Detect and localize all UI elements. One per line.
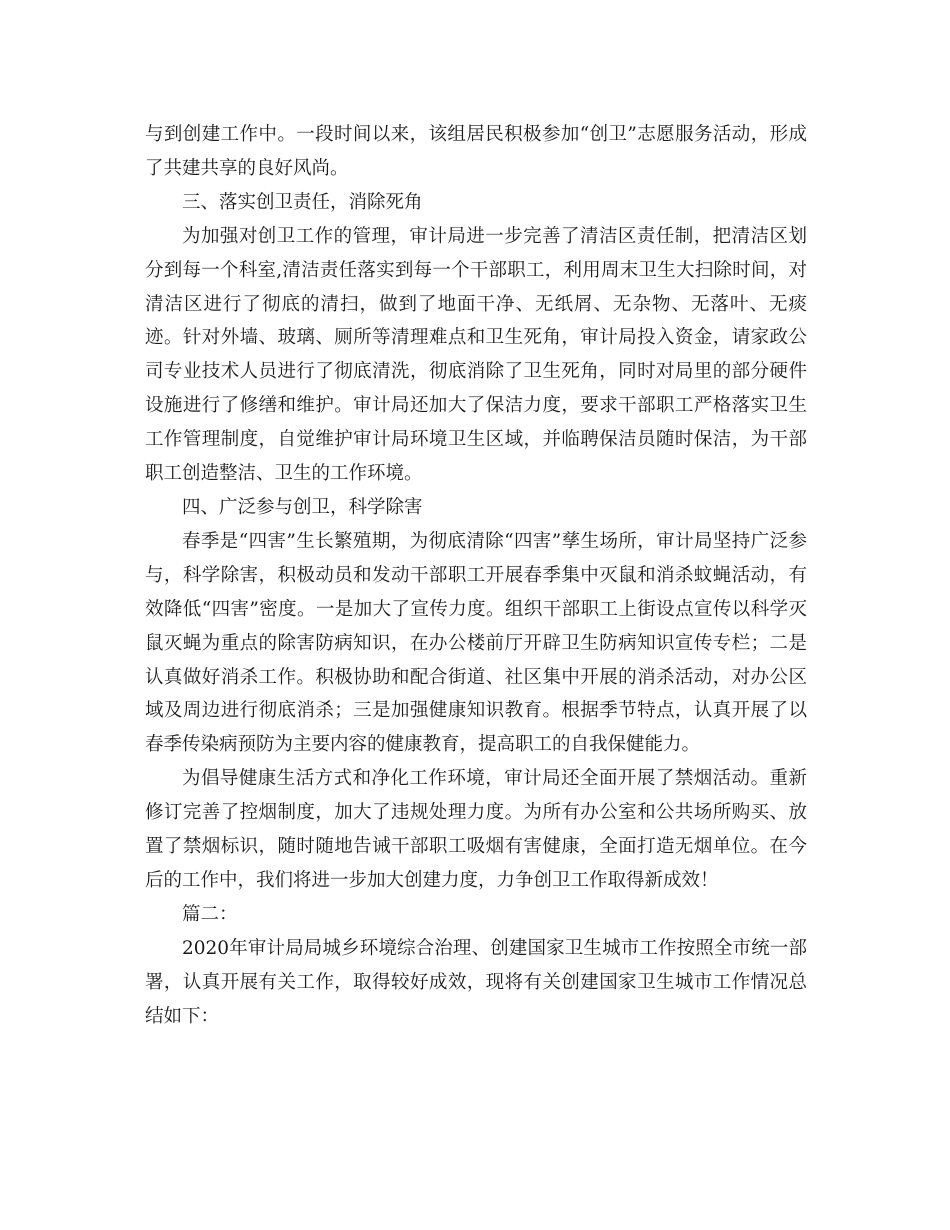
paragraph-part-two-intro: 2020年审计局局城乡环境综合治理、创建国家卫生城市工作按照全市统一部署，认真开展有关工作，取得较好成效，现将有关创建国家卫生城市工作情况总结如下： bbox=[145, 937, 807, 1027]
section-heading-three: 三、落实创卫责任，消除死角 bbox=[182, 191, 423, 213]
section-heading-four: 四、广泛参与创卫，科学除害 bbox=[182, 496, 423, 518]
paragraph-smoking-ban: 为倡导健康生活方式和净化工作环境，审计局还全面开展了禁烟活动。重新修订完善了控烟制度，加大了违规处理力度。为所有办公室和公共场所购买、放置了禁烟标识，随时随地告诫干部职工吸烟有害健康，全面打造无烟单位。在今后的工作中，我们将进一步加大创建力度，力争创卫工作取得新成效！ bbox=[145, 768, 807, 891]
section-heading-part-two: 篇二： bbox=[182, 903, 238, 925]
paragraph-cleaning-responsibility: 为加强对创卫工作的管理，审计局进一步完善了清洁区责任制，把清洁区划分到每一个科室,清洁责任落实到每一个干部职工，利用周末卫生大扫除时间，对清洁区进行了彻底的清扫，做到了地面干净、无纸屑、无杂物、无落叶、无痰迹。针对外墙、玻璃、厕所等清理难点和卫生死角，审计局投入资金，请家政公司专业技术人员进行了彻底清洗，彻底消除了卫生死角，同时对局里的部分硬件设施进行了修缮和维护。审计局还加大了保洁力度，要求干部职工严格落实卫生工作管理制度，自觉维护审计局环境卫生区域，并临聘保洁员随时保洁，为干部职工创造整洁、卫生的工作环境。 bbox=[145, 225, 807, 485]
paragraph-continuation: 与到创建工作中。一段时间以来，该组居民积极参加“创卫”志愿服务活动，形成了共建共享的良好风尚。 bbox=[145, 124, 807, 179]
paragraph-pest-control: 春季是“四害”生长繁殖期，为彻底清除“四害”孳生场所，审计局坚持广泛参与，科学除害，积极动员和发动干部职工开展春季集中灭鼠和消杀蚊蝇活动，有效降低“四害”密度。一是加大了宣传力度。组织干部职工上街设点宣传以科学灭鼠灭蝇为重点的除害防病知识，在办公楼前厅开辟卫生防病知识宣传专栏；二是认真做好消杀工作。积极协助和配合街道、社区集中开展的消杀活动，对办公区域及周边进行彻底消杀；三是加强健康知识教育。根据季节特点，认真开展了以春季传染病预防为主要内容的健康教育，提高职工的自我保健能力。 bbox=[145, 530, 807, 756]
document-body bbox=[145, 118, 807, 1033]
